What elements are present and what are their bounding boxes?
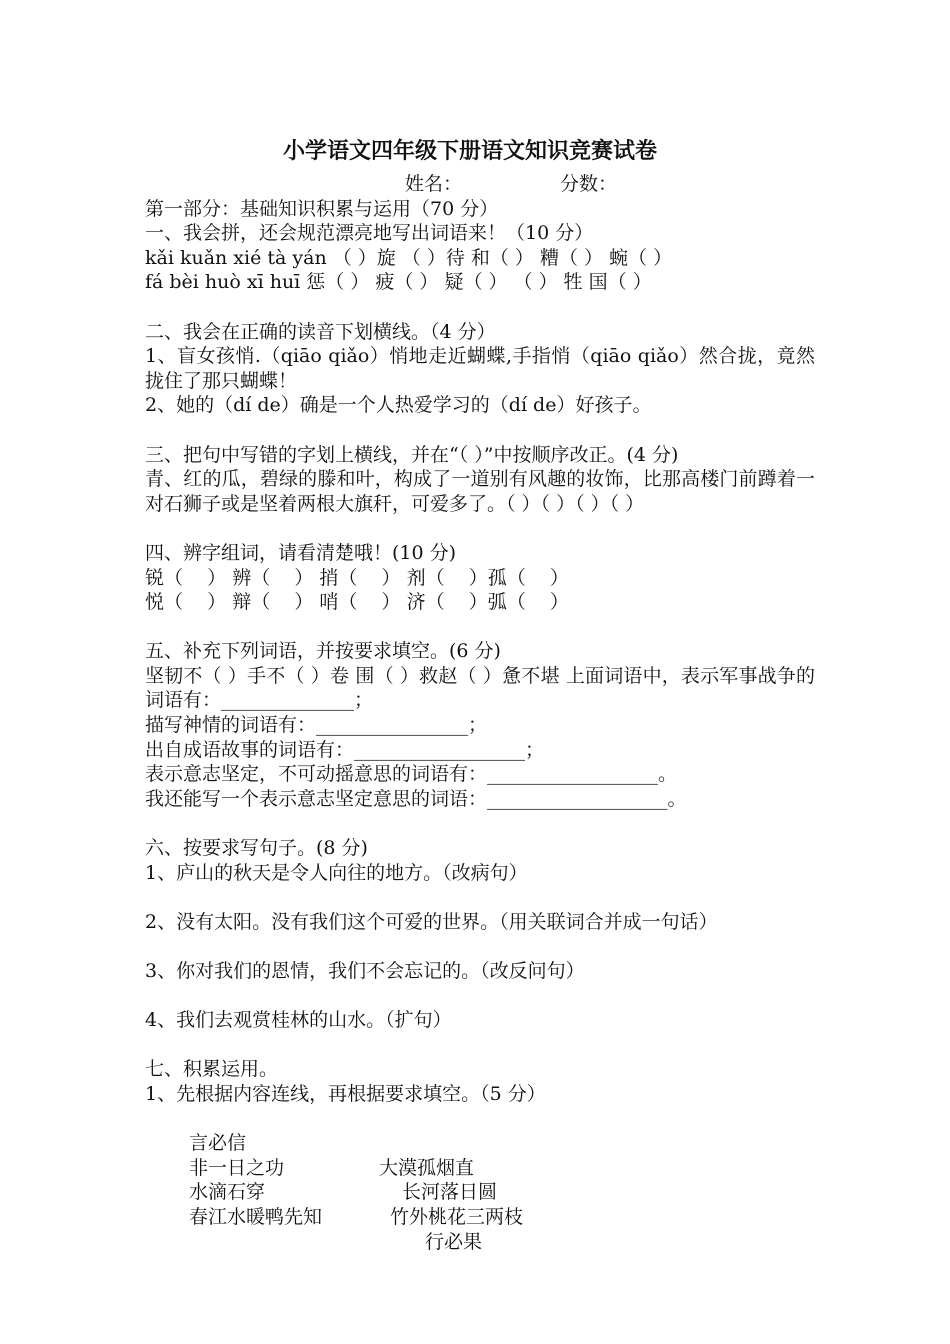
pinyin-line-1: kǎi kuǎn xié tà yán （ ）旋 （ ）待 和（ ） 糟（ ） 蜿（ ） (145, 246, 673, 269)
exam-page (145, 136, 815, 1253)
page-title: 小学语文四年级下册语文知识竞赛试卷 (282, 138, 657, 164)
score-label: 分数： (560, 173, 618, 195)
name-label: 姓名： (405, 173, 463, 195)
section-3-heading: 三、把句中写错的字划上横线，并在“（ ）”中按顺序改正。(4 分) (145, 443, 679, 466)
question-2-1: 1、盲女孩悄.（qiāo qiǎo）悄地走近蝴蝶,手指悄（qiāo qiǎo）然合拢，竟然拢住了那只蝴蝶！ (145, 345, 815, 392)
match-right-item: 长河落日圆 (402, 1181, 498, 1204)
question-6-1: 1、庐山的秋天是令人向往的地方。（改病句） (145, 861, 528, 884)
section-4-heading: 四、辨字组词，请看清楚哦！(10 分) (145, 541, 457, 564)
section-5-line-3: 出自成语故事的词语有：__________________； (145, 738, 545, 761)
part-one-heading: 第一部分：基础知识积累与运用（70 分） (145, 197, 499, 220)
word-pairs-row-1: 锐（ ） 辨（ ） 捎（ ） 剂（ ）孤（ ） (145, 566, 569, 589)
section-5-line-5: 我还能写一个表示意志坚定意思的词语：___________________。 (145, 787, 687, 810)
question-7-1: 1、先根据内容连线，再根据要求填空。（5 分） (145, 1082, 546, 1105)
section-5-line-2: 描写神情的词语有：________________； (145, 714, 488, 737)
word-pairs-row-2: 悦（ ） 辩（ ） 哨（ ） 济（ ）弧（ ） (145, 591, 569, 614)
question-2-2: 2、她的（dí de）确是一个人热爱学习的（dí de）好孩子。 (145, 394, 652, 417)
match-right-item: 竹外桃花三两枝 (390, 1205, 524, 1228)
section-5-text: 坚韧不（ ）手不（ ）卷 围（ ）救赵（ ）惫不堪 上面词语中，表示军事战争的词语有：______________； (145, 664, 815, 712)
section-2-heading: 二、我会在正确的读音下划横线。（4 分） (145, 320, 496, 343)
pinyin-line-2: fá bèi huò xī huī 惩（ ） 疲（ ） 疑（ ） （ ） 牲 国（ ） (145, 271, 652, 294)
section-5-heading: 五、补充下列词语，并按要求填空。(6 分) (145, 640, 501, 663)
match-left-item: 春江水暖鸭先知 (189, 1205, 323, 1228)
section-7-heading: 七、积累运用。 (145, 1058, 279, 1081)
question-6-2: 2、没有太阳。没有我们这个可爱的世界。（用关联词合并成一句话） (145, 910, 718, 933)
question-6-4: 4、我们去观赏桂林的山水。（扩句） (145, 1009, 452, 1032)
question-6-3: 3、你对我们的恩情，我们不会忘记的。（改反问句） (145, 960, 585, 982)
section-1-heading: 一、我会拼，还会规范漂亮地写出词语来！（10 分） (145, 222, 594, 245)
match-left-item: 非一日之功 (189, 1156, 285, 1179)
section-5-line-4: 表示意志坚定，不可动摇意思的词语有：__________________。 (145, 763, 678, 786)
name-score-bar (145, 172, 815, 197)
match-right-item: 大漠孤烟直 (379, 1156, 475, 1179)
section-3-text: 青、红的瓜，碧绿的滕和叶，构成了一道别有风趣的妆饰，比那高楼门前蹲着一对石狮子或是坚着两根大旗秆，可爱多了。（ ）（ ）（ ）（ ） (145, 468, 815, 515)
match-left-item: 言必信 (189, 1132, 247, 1155)
match-right-item: 行必果 (425, 1230, 483, 1253)
match-left-item: 水滴石穿 (189, 1181, 266, 1204)
section-6-heading: 六、按要求写句子。(8 分) (145, 837, 368, 860)
